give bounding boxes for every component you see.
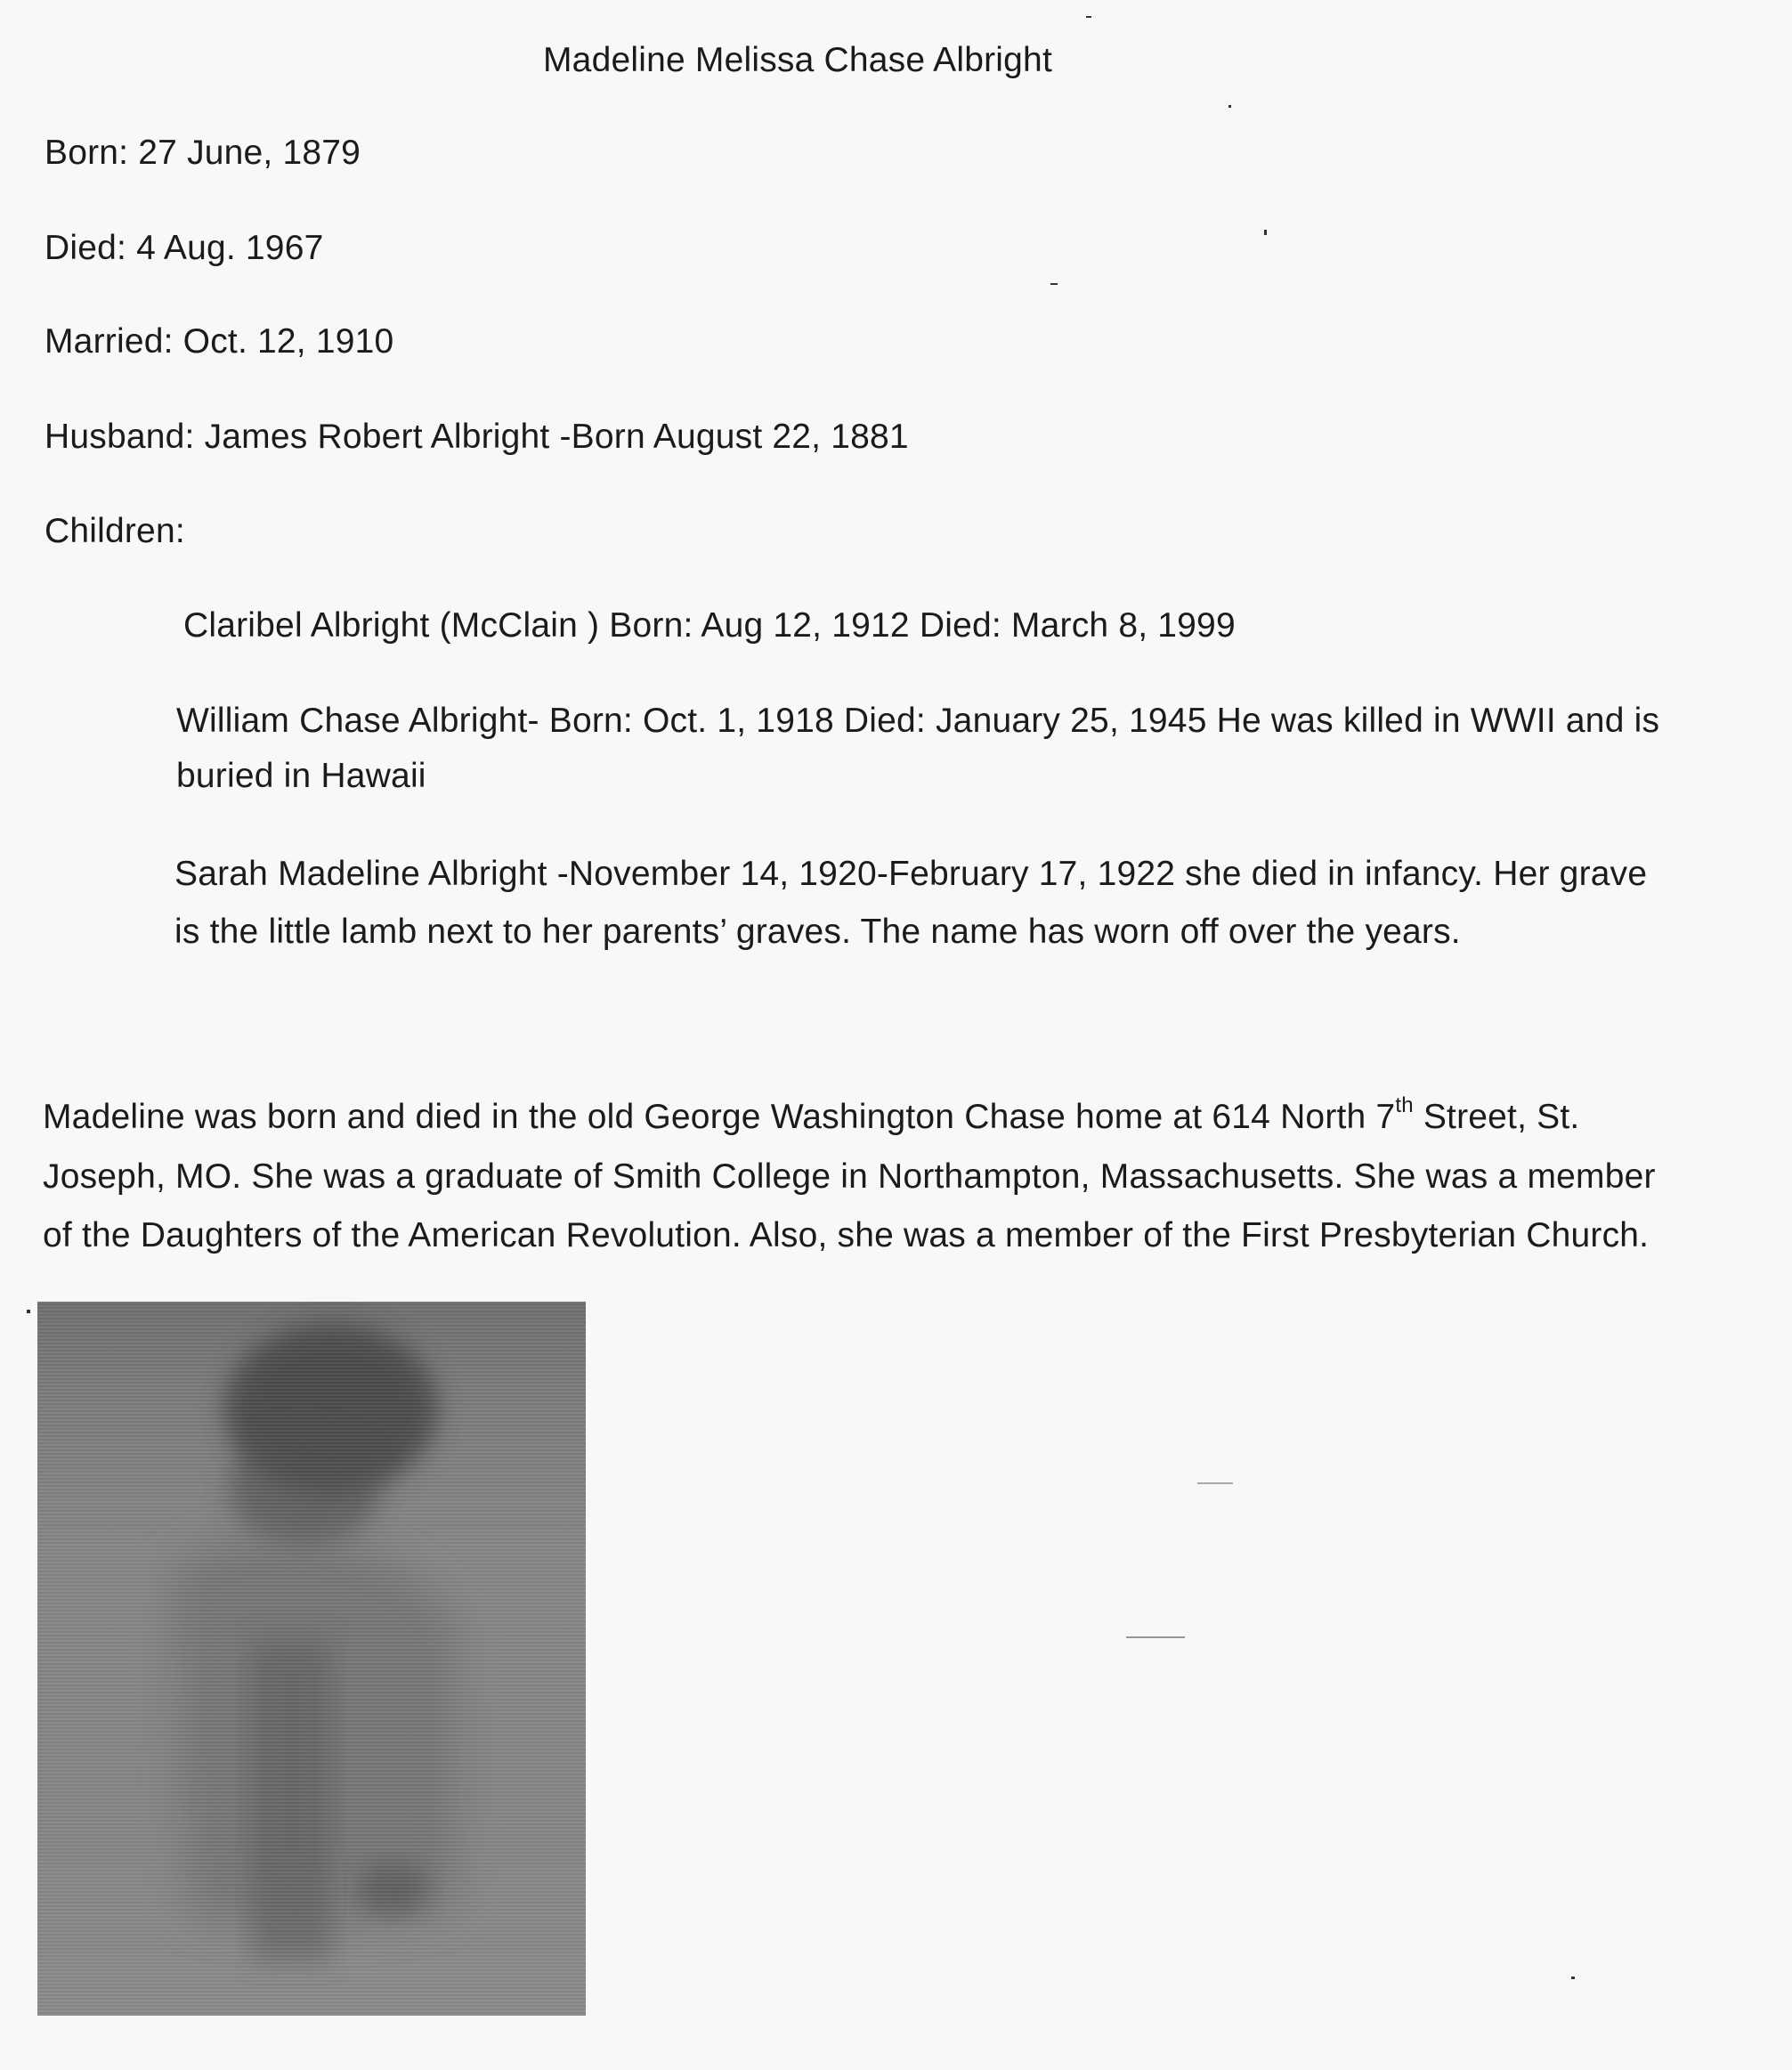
ordinal-suffix: th bbox=[1395, 1093, 1414, 1117]
child-claribel: Claribel Albright (McClain ) Born: Aug 12, 1912 Died: March 8, 1999 bbox=[183, 606, 1236, 645]
page-title: Madeline Melissa Chase Albright bbox=[543, 41, 1052, 79]
scan-speck bbox=[1050, 283, 1058, 285]
child-william-line-2: buried in Hawaii bbox=[176, 757, 426, 795]
born-line: Born: 27 June, 1879 bbox=[45, 134, 361, 172]
scan-speck bbox=[1086, 16, 1091, 18]
portrait-photo bbox=[37, 1302, 586, 2016]
scan-speck bbox=[1571, 1977, 1575, 1979]
scan-speck bbox=[1126, 1636, 1185, 1638]
scan-speck bbox=[1228, 105, 1231, 108]
scan-speck bbox=[1197, 1482, 1233, 1484]
married-line: Married: Oct. 12, 1910 bbox=[45, 322, 394, 361]
child-william-line-1: William Chase Albright- Born: Oct. 1, 1918 Died: January 25, 1945 He was killed in WWII and is bbox=[176, 702, 1660, 740]
husband-line: Husband: James Robert Albright -Born August 22, 1881 bbox=[45, 418, 909, 456]
died-line: Died: 4 Aug. 1967 bbox=[45, 229, 324, 267]
bio-line-1 bbox=[43, 1093, 1580, 1139]
scan-speck bbox=[1264, 230, 1267, 235]
bio-line-3: of the Daughters of the American Revolution. Also, she was a member of the First Presbyterian Church. bbox=[43, 1216, 1650, 1254]
child-sarah-line-2: is the little lamb next to her parents’ graves. The name has worn off over the years. bbox=[174, 913, 1461, 951]
portrait-figure bbox=[37, 1302, 586, 2016]
scan-speck bbox=[27, 1310, 30, 1313]
bio-line-2: Joseph, MO. She was a graduate of Smith College in Northampton, Massachusetts. She was a member bbox=[43, 1157, 1656, 1196]
child-sarah-line-1: Sarah Madeline Albright -November 14, 1920-February 17, 1922 she died in infancy. Her grave bbox=[174, 855, 1648, 893]
bio-line-1-text: Madeline was born and died in the old George Washington Chase home at 614 North 7 bbox=[43, 1098, 1396, 1136]
bio-line-1-end: Street, St. bbox=[1413, 1098, 1580, 1136]
children-label: Children: bbox=[45, 512, 185, 550]
